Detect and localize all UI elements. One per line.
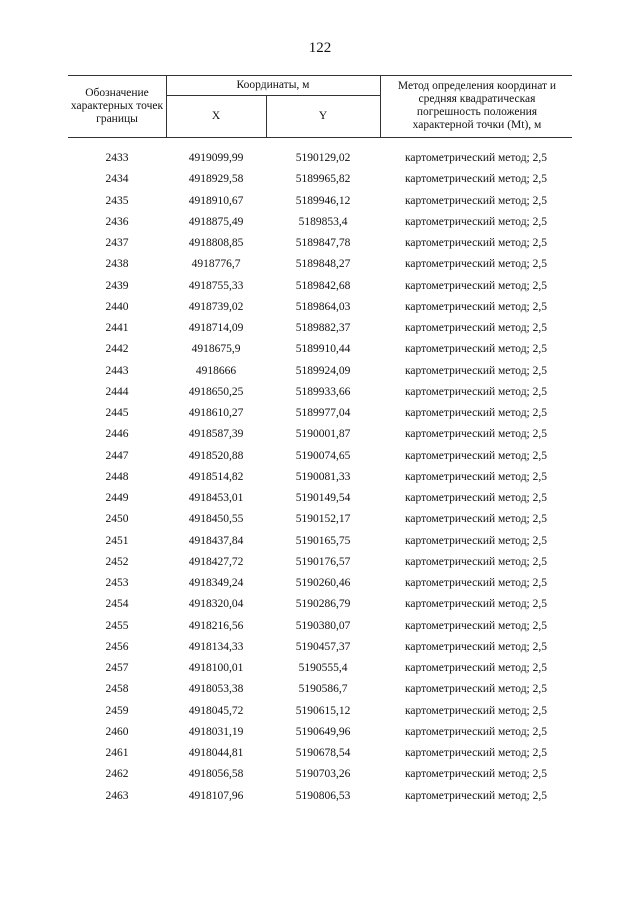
table-row — [68, 254, 572, 275]
header-point-column: Обозначение характерных точек границы — [70, 87, 164, 125]
x-coordinate: 4918427,72 — [188, 555, 244, 568]
table-row — [68, 382, 572, 403]
y-coordinate: 5189910,44 — [295, 343, 351, 356]
method-cell: картометрический метод; 2,5 — [405, 343, 547, 356]
point-id: 2455 — [105, 619, 129, 632]
x-coordinate: 4918450,55 — [188, 513, 244, 526]
table-header — [68, 75, 572, 138]
y-coordinate: 5190260,46 — [295, 577, 351, 589]
method-cell: картометрический метод; 2,5 — [405, 215, 547, 228]
point-id: 2459 — [105, 704, 129, 717]
table-row — [68, 488, 572, 509]
y-coordinate: 5190001,87 — [295, 428, 351, 441]
y-coordinate: 5190149,54 — [295, 492, 351, 504]
point-id: 2434 — [105, 173, 129, 186]
x-coordinate: 4918056,58 — [188, 768, 244, 781]
method-cell: картометрический метод; 2,5 — [405, 768, 547, 781]
point-id: 2460 — [105, 725, 129, 738]
x-coordinate: 4918107,96 — [188, 789, 244, 802]
point-id: 2449 — [105, 492, 129, 504]
method-cell: картометрический метод; 2,5 — [405, 194, 547, 207]
point-id: 2451 — [105, 534, 129, 547]
y-coordinate: 5190129,02 — [295, 152, 351, 164]
y-coordinate: 5189864,03 — [295, 300, 351, 313]
point-id: 2445 — [105, 407, 129, 419]
method-cell: картометрический метод; 2,5 — [405, 492, 547, 504]
point-id: 2440 — [105, 300, 129, 313]
table-row — [68, 679, 572, 700]
y-coordinate: 5190586,7 — [298, 683, 348, 696]
point-id: 2444 — [105, 385, 129, 398]
y-coordinate: 5190615,12 — [295, 704, 351, 717]
table-body — [68, 148, 572, 807]
table-row — [68, 573, 572, 594]
y-coordinate: 5189848,27 — [295, 258, 351, 271]
method-cell: картометрический метод; 2,5 — [405, 683, 547, 696]
y-coordinate: 5190165,75 — [295, 534, 351, 547]
method-cell: картометрический метод; 2,5 — [405, 725, 547, 738]
method-cell: картометрический метод; 2,5 — [405, 598, 547, 611]
y-coordinate: 5189965,82 — [295, 173, 351, 186]
header-x-column: X — [211, 110, 221, 122]
method-cell: картометрический метод; 2,5 — [405, 640, 547, 653]
point-id: 2437 — [105, 237, 129, 249]
method-cell: картометрический метод; 2,5 — [405, 534, 547, 547]
x-coordinate: 4918031,19 — [188, 725, 244, 738]
method-cell: картометрический метод; 2,5 — [405, 428, 547, 441]
point-id: 2463 — [105, 789, 129, 802]
x-coordinate: 4918587,39 — [188, 428, 244, 441]
x-coordinate: 4918755,33 — [188, 279, 244, 292]
point-id: 2458 — [105, 683, 129, 696]
y-coordinate: 5189882,37 — [295, 322, 351, 334]
y-coordinate: 5190286,79 — [295, 598, 351, 611]
point-id: 2448 — [105, 470, 129, 483]
page-number: 122 — [308, 40, 332, 56]
point-id: 2456 — [105, 640, 129, 653]
y-coordinate: 5189842,68 — [295, 279, 351, 292]
point-id: 2441 — [105, 322, 129, 334]
x-coordinate: 4918650,25 — [188, 385, 244, 398]
table-row — [68, 531, 572, 552]
y-coordinate: 5190380,07 — [295, 619, 351, 632]
y-coordinate: 5190081,33 — [295, 470, 351, 483]
point-id: 2442 — [105, 343, 129, 356]
x-coordinate: 4918453,01 — [188, 492, 244, 504]
point-id: 2454 — [105, 598, 129, 611]
point-id: 2438 — [105, 258, 129, 271]
method-cell: картометрический метод; 2,5 — [405, 619, 547, 632]
x-coordinate: 4918610,27 — [188, 407, 244, 419]
table-row — [68, 701, 572, 722]
y-coordinate: 5190703,26 — [295, 768, 351, 781]
y-coordinate: 5189933,66 — [295, 385, 351, 398]
point-id: 2439 — [105, 279, 129, 292]
method-cell: картометрический метод; 2,5 — [405, 237, 547, 249]
table-row — [68, 403, 572, 424]
y-coordinate: 5189977,04 — [295, 407, 351, 419]
table-row — [68, 722, 572, 743]
method-cell: картометрический метод; 2,5 — [405, 152, 547, 164]
y-coordinate: 5189853,4 — [298, 215, 348, 228]
method-cell: картометрический метод; 2,5 — [405, 279, 547, 292]
y-coordinate: 5190678,54 — [295, 747, 351, 759]
header-divider — [166, 95, 380, 96]
header-method-column: Метод определения координат и средняя квадратическая погрешность положения характерной точки (Mt), м — [397, 80, 557, 131]
point-id: 2433 — [105, 152, 129, 164]
x-coordinate: 4918776,7 — [191, 258, 241, 271]
method-cell: картометрический метод; 2,5 — [405, 747, 547, 759]
table-row — [68, 297, 572, 318]
method-cell: картометрический метод; 2,5 — [405, 385, 547, 398]
table-row — [68, 212, 572, 233]
method-cell: картометрический метод; 2,5 — [405, 300, 547, 313]
table-row — [68, 233, 572, 254]
x-coordinate: 4918437,84 — [188, 534, 244, 547]
table-row — [68, 191, 572, 212]
x-coordinate: 4918675,9 — [191, 343, 241, 356]
x-coordinate: 4918320,04 — [188, 598, 244, 611]
x-coordinate: 4918929,58 — [188, 173, 244, 186]
point-id: 2447 — [105, 449, 129, 462]
method-cell: картометрический метод; 2,5 — [405, 789, 547, 802]
x-coordinate: 4918875,49 — [188, 215, 244, 228]
x-coordinate: 4918100,01 — [188, 662, 244, 674]
point-id: 2443 — [105, 364, 129, 377]
x-coordinate: 4918044,81 — [188, 747, 244, 759]
x-coordinate: 4918520,88 — [188, 449, 244, 462]
table-row — [68, 318, 572, 339]
x-coordinate: 4918045,72 — [188, 704, 244, 717]
x-coordinate: 4918514,82 — [188, 470, 244, 483]
y-coordinate: 5189924,09 — [295, 364, 351, 377]
method-cell: картометрический метод; 2,5 — [405, 364, 547, 377]
method-cell: картометрический метод; 2,5 — [405, 555, 547, 568]
y-coordinate: 5189946,12 — [295, 194, 351, 207]
table-row — [68, 148, 572, 169]
x-coordinate: 4918808,85 — [188, 237, 244, 249]
x-coordinate: 4918714,09 — [188, 322, 244, 334]
table-row — [68, 786, 572, 807]
table-row — [68, 446, 572, 467]
method-cell: картометрический метод; 2,5 — [405, 704, 547, 717]
method-cell: картометрический метод; 2,5 — [405, 513, 547, 526]
y-coordinate: 5190457,37 — [295, 640, 351, 653]
point-id: 2453 — [105, 577, 129, 589]
method-cell: картометрический метод; 2,5 — [405, 662, 547, 674]
point-id: 2436 — [105, 215, 129, 228]
point-id: 2462 — [105, 768, 129, 781]
point-id: 2435 — [105, 194, 129, 207]
table-row — [68, 552, 572, 573]
header-y-column: Y — [318, 110, 328, 122]
table-row — [68, 594, 572, 615]
y-coordinate: 5190176,57 — [295, 555, 351, 568]
y-coordinate: 5190649,96 — [295, 725, 351, 738]
table-row — [68, 764, 572, 785]
method-cell: картометрический метод; 2,5 — [405, 407, 547, 419]
x-coordinate: 4918134,33 — [188, 640, 244, 653]
table-row — [68, 658, 572, 679]
method-cell: картометрический метод; 2,5 — [405, 258, 547, 271]
header-divider — [380, 76, 381, 137]
method-cell: картометрический метод; 2,5 — [405, 470, 547, 483]
point-id: 2446 — [105, 428, 129, 441]
table-row — [68, 339, 572, 360]
x-coordinate: 4919099,99 — [188, 152, 244, 164]
y-coordinate: 5190152,17 — [295, 513, 351, 526]
y-coordinate: 5190555,4 — [298, 662, 348, 674]
table-row — [68, 276, 572, 297]
point-id: 2450 — [105, 513, 129, 526]
point-id: 2461 — [105, 747, 129, 759]
y-coordinate: 5190074,65 — [295, 449, 351, 462]
x-coordinate: 4918216,56 — [188, 619, 244, 632]
table-row — [68, 743, 572, 764]
header-coordinates-group: Координаты, м — [236, 79, 310, 91]
table-row — [68, 467, 572, 488]
method-cell: картометрический метод; 2,5 — [405, 322, 547, 334]
method-cell: картометрический метод; 2,5 — [405, 449, 547, 462]
method-cell: картометрический метод; 2,5 — [405, 173, 547, 186]
x-coordinate: 4918666 — [195, 364, 237, 377]
table-row — [68, 637, 572, 658]
x-coordinate: 4918053,38 — [188, 683, 244, 696]
table-row — [68, 509, 572, 530]
point-id: 2452 — [105, 555, 129, 568]
y-coordinate: 5190806,53 — [295, 789, 351, 802]
x-coordinate: 4918910,67 — [188, 194, 244, 207]
table-row — [68, 169, 572, 190]
point-id: 2457 — [105, 662, 129, 674]
table-row — [68, 616, 572, 637]
x-coordinate: 4918739,02 — [188, 300, 244, 313]
table-row — [68, 361, 572, 382]
y-coordinate: 5189847,78 — [295, 237, 351, 249]
x-coordinate: 4918349,24 — [188, 577, 244, 589]
method-cell: картометрический метод; 2,5 — [405, 577, 547, 589]
table-row — [68, 424, 572, 445]
